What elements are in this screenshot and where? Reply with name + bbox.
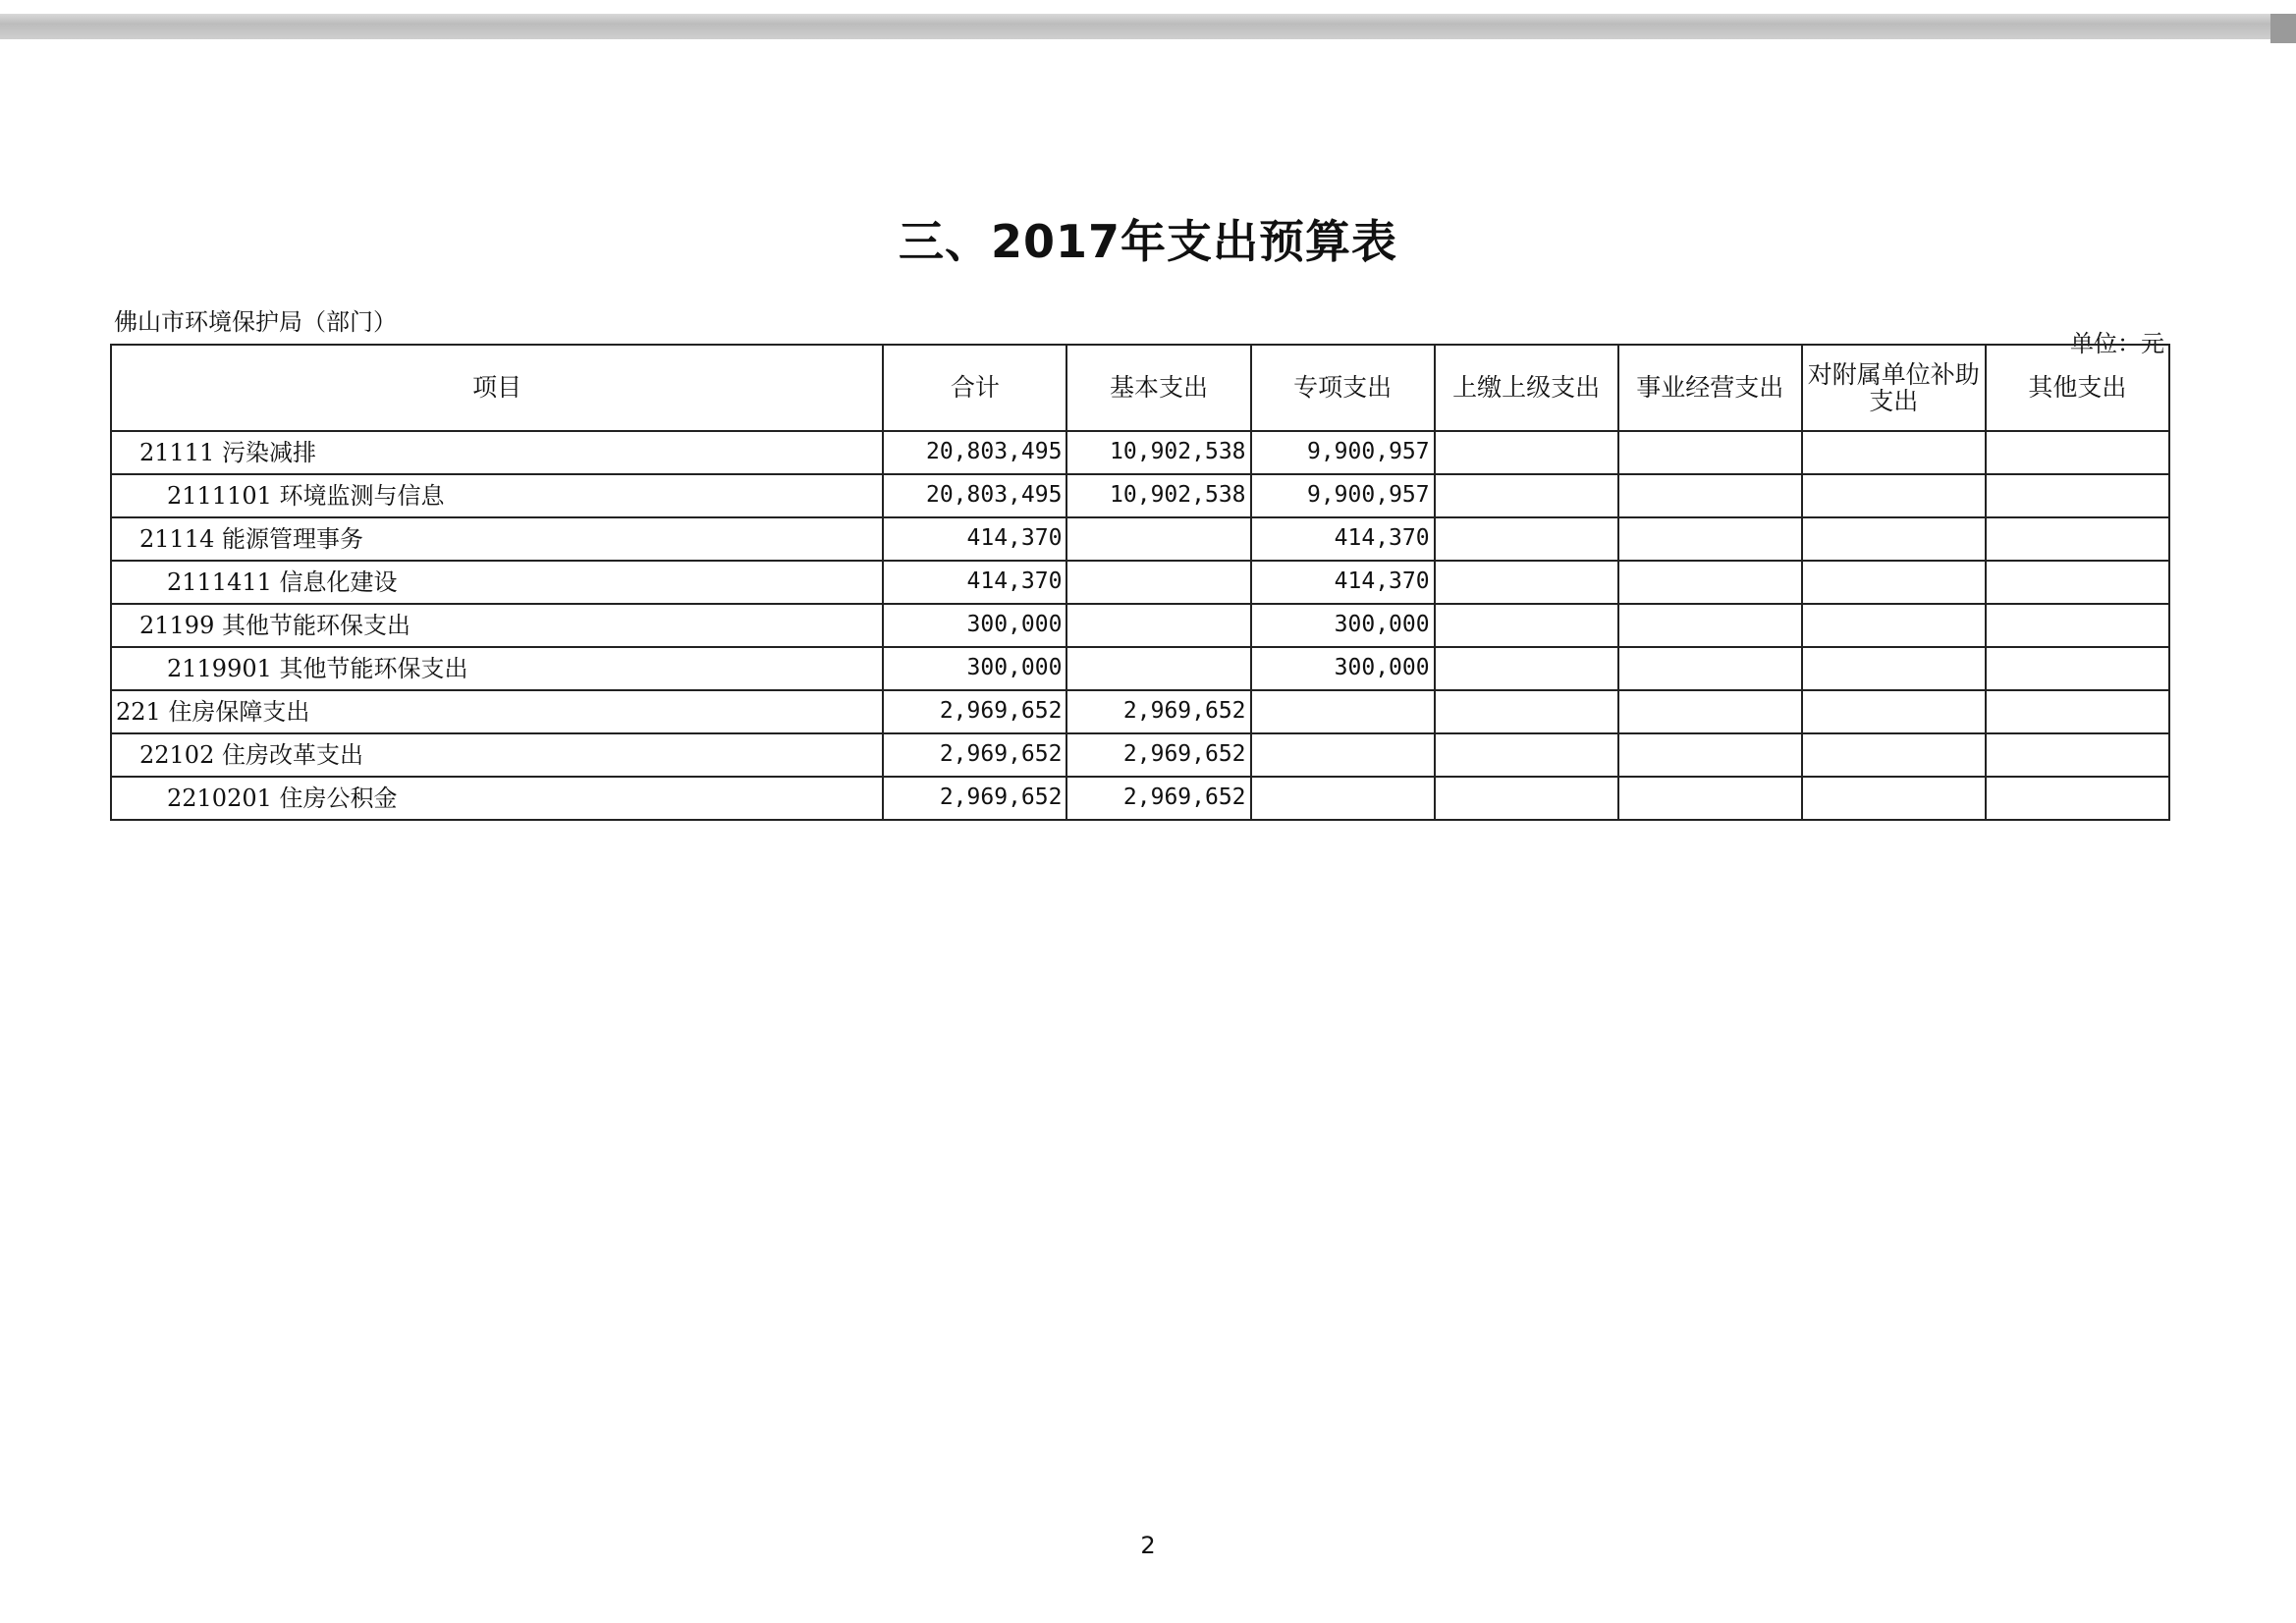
page-title: 三、2017年支出预算表 — [898, 215, 1398, 268]
row-value-cell — [1251, 777, 1435, 820]
header-item: 项目 — [111, 345, 883, 431]
row-value-cell — [1986, 474, 2169, 517]
row-item-label: 21114 能源管理事务 — [111, 517, 883, 561]
row-value-cell — [1066, 604, 1250, 647]
row-value-cell — [1618, 647, 1802, 690]
row-value-cell — [1618, 474, 1802, 517]
row-value-cell — [1802, 647, 1986, 690]
row-value-cell: 414,370 — [1251, 517, 1435, 561]
row-value-cell — [1802, 690, 1986, 733]
row-value-cell — [1251, 733, 1435, 777]
row-item-label: 221 住房保障支出 — [111, 690, 883, 733]
budget-table — [110, 344, 2170, 821]
row-value-cell — [1986, 690, 2169, 733]
row-value-cell — [1435, 517, 1618, 561]
row-value-cell — [1986, 561, 2169, 604]
table-row — [111, 604, 2169, 647]
page-number: 2 — [1140, 1532, 1156, 1559]
row-value-cell — [1986, 777, 2169, 820]
row-value-cell — [1618, 431, 1802, 474]
row-value-cell: 300,000 — [883, 647, 1066, 690]
table-row — [111, 690, 2169, 733]
row-value-cell: 300,000 — [1251, 604, 1435, 647]
row-value-cell: 2,969,652 — [1066, 777, 1250, 820]
row-value-cell — [1986, 431, 2169, 474]
row-value-cell — [1066, 647, 1250, 690]
row-item-label: 21111 污染减排 — [111, 431, 883, 474]
row-value-cell — [1986, 517, 2169, 561]
row-value-cell — [1802, 517, 1986, 561]
row-value-cell: 20,803,495 — [883, 431, 1066, 474]
header-special: 专项支出 — [1251, 345, 1435, 431]
row-item-label: 2111101 环境监测与信息 — [111, 474, 883, 517]
table-row — [111, 561, 2169, 604]
row-item-label: 2111411 信息化建设 — [111, 561, 883, 604]
row-item-label: 2119901 其他节能环保支出 — [111, 647, 883, 690]
row-value-cell — [1435, 733, 1618, 777]
row-value-cell: 2,969,652 — [883, 777, 1066, 820]
header-upper: 上缴上级支出 — [1435, 345, 1618, 431]
row-value-cell: 2,969,652 — [883, 733, 1066, 777]
row-value-cell — [1802, 561, 1986, 604]
table-row — [111, 777, 2169, 820]
row-value-cell — [1435, 561, 1618, 604]
scan-edge-corner — [2270, 14, 2296, 43]
row-value-cell — [1986, 604, 2169, 647]
header-other: 其他支出 — [1986, 345, 2169, 431]
row-value-cell — [1802, 474, 1986, 517]
row-value-cell: 2,969,652 — [1066, 733, 1250, 777]
row-item-label: 22102 住房改革支出 — [111, 733, 883, 777]
row-value-cell — [1802, 733, 1986, 777]
department-label: 佛山市环境保护局（部门） — [114, 308, 397, 336]
row-value-cell — [1618, 690, 1802, 733]
table-row — [111, 647, 2169, 690]
row-value-cell — [1435, 647, 1618, 690]
table-header-row — [111, 345, 2169, 431]
header-subsidiary: 对附属单位补助支出 — [1802, 345, 1986, 431]
row-value-cell — [1435, 604, 1618, 647]
row-item-label: 21199 其他节能环保支出 — [111, 604, 883, 647]
row-value-cell: 300,000 — [883, 604, 1066, 647]
row-value-cell — [1066, 517, 1250, 561]
row-value-cell — [1435, 777, 1618, 820]
row-value-cell: 2,969,652 — [1066, 690, 1250, 733]
row-value-cell: 10,902,538 — [1066, 431, 1250, 474]
row-value-cell: 20,803,495 — [883, 474, 1066, 517]
row-value-cell: 9,900,957 — [1251, 431, 1435, 474]
row-value-cell: 2,969,652 — [883, 690, 1066, 733]
row-value-cell: 414,370 — [883, 517, 1066, 561]
table-row — [111, 733, 2169, 777]
row-value-cell — [1251, 690, 1435, 733]
row-value-cell — [1435, 474, 1618, 517]
row-value-cell — [1986, 733, 2169, 777]
row-value-cell: 300,000 — [1251, 647, 1435, 690]
row-value-cell — [1066, 561, 1250, 604]
row-value-cell — [1618, 733, 1802, 777]
header-business: 事业经营支出 — [1618, 345, 1802, 431]
table-row — [111, 431, 2169, 474]
row-value-cell — [1618, 604, 1802, 647]
row-value-cell — [1802, 431, 1986, 474]
table-row — [111, 474, 2169, 517]
row-value-cell — [1435, 431, 1618, 474]
row-value-cell: 414,370 — [883, 561, 1066, 604]
row-value-cell: 9,900,957 — [1251, 474, 1435, 517]
row-value-cell — [1618, 777, 1802, 820]
row-value-cell — [1986, 647, 2169, 690]
row-value-cell — [1802, 777, 1986, 820]
row-value-cell — [1618, 517, 1802, 561]
row-value-cell: 10,902,538 — [1066, 474, 1250, 517]
row-value-cell: 414,370 — [1251, 561, 1435, 604]
row-item-label: 2210201 住房公积金 — [111, 777, 883, 820]
row-value-cell — [1435, 690, 1618, 733]
row-value-cell — [1618, 561, 1802, 604]
unit-label: 单位：元 — [2070, 330, 2164, 357]
scan-edge — [0, 14, 2296, 39]
table-row — [111, 517, 2169, 561]
header-basic: 基本支出 — [1066, 345, 1250, 431]
header-total: 合计 — [883, 345, 1066, 431]
row-value-cell — [1802, 604, 1986, 647]
